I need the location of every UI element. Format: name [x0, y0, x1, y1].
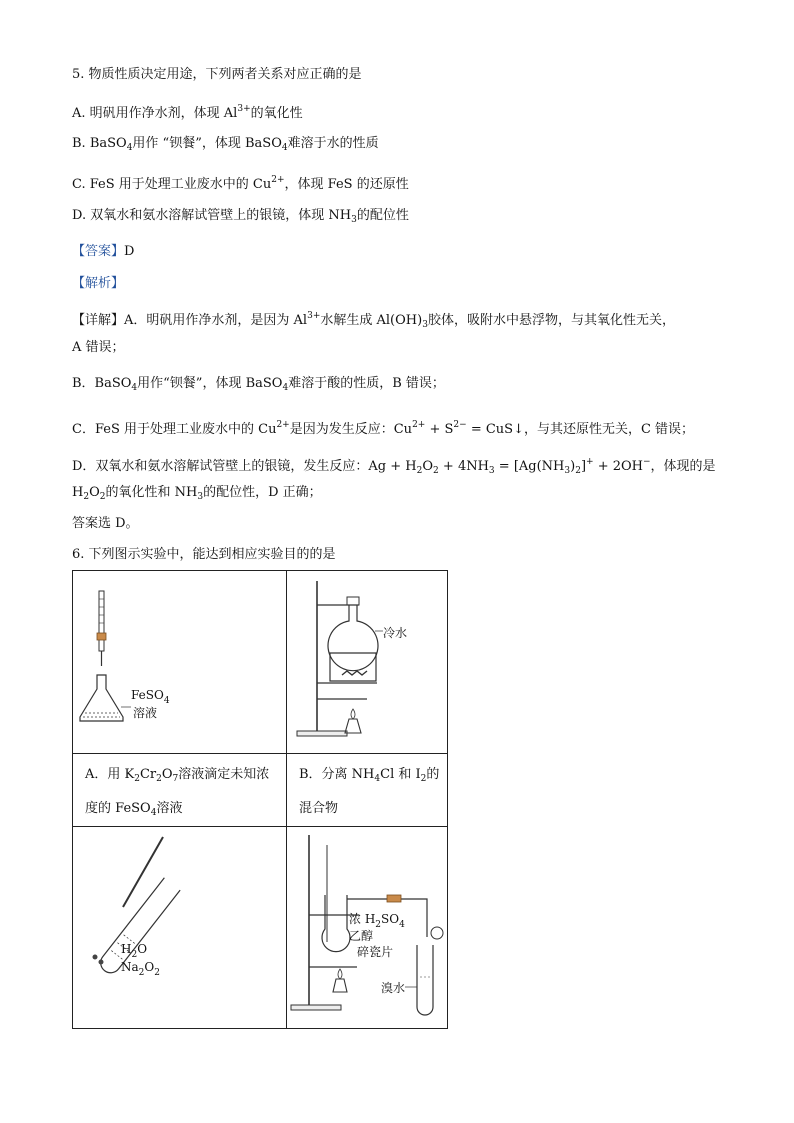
conclusion: 答案选 D。 [72, 516, 139, 531]
cell-figure-c [73, 827, 287, 1029]
test-tube-figure [73, 827, 286, 1024]
caption-b: B．分离 $NH_4Cl$ 和 $I_2$的 混合物 [299, 767, 440, 816]
label-ethanol: 乙醇 [349, 929, 374, 943]
caption-a: A．用 $K_2Cr_2O_7$溶液滴定未知浓 度的 FeSO$_4$溶液 [85, 767, 270, 818]
detail-a-line2: A 错误； [72, 340, 125, 355]
cell-figure-a [73, 571, 287, 754]
tube-joint-icon [387, 895, 401, 902]
cell-caption-a [73, 754, 287, 827]
label-conc-h2so4: 浓 $H_2SO_4$ [349, 912, 405, 930]
beaker-icon [330, 653, 376, 681]
label-h2o: $H_2O$ [121, 942, 148, 960]
stopper-icon [347, 597, 359, 605]
label-na2o2: $Na_2O_2$ [121, 960, 160, 978]
q6-options-table [72, 570, 448, 1029]
detail-b: B．BaSO$_4$用作“钡餐”，体现 BaSO$_4$难溶于酸的性质，B 错误； [72, 376, 445, 393]
burette [99, 591, 104, 651]
label-solution: 溶液 [133, 706, 158, 720]
label-bromine-water: 溴水 [381, 981, 406, 995]
stirring-rod [123, 837, 163, 907]
label-cold-water: 冷水 [383, 626, 408, 640]
q5-option-a: A. 明矾用作净水剂，体现 $Al^{3+}$的氧化性 [72, 104, 303, 121]
flame-icon [351, 709, 355, 719]
bulb-icon [431, 927, 443, 939]
detail-d-line2: $H_2O_2$的氧化性和 $NH_3$的配位性，D 正确； [72, 485, 322, 502]
detail-a-line1: 【详解】A．明矾用作净水剂，是因为 $Al^{3+}$水解生成 $Al(OH)_3$胶体，吸附水中悬浮物，与其氧化性无关， [72, 311, 675, 330]
flame-icon [338, 969, 342, 979]
q5-option-b: B. BaSO$_4$用作 “钡餐”，体现 BaSO$_4$难溶于水的性质 [72, 136, 379, 153]
sublimation-apparatus-figure [287, 571, 447, 749]
distilling-flask-icon [322, 895, 350, 952]
q5-option-d: D. 双氧水和氨水溶解试管壁上的银镜，体现 $NH_3$的配位性 [72, 208, 409, 225]
detail-c: C．FeS 用于处理工业废水中的 $Cu^{2+}$是因为发生反应：$Cu^{2+} + S^{2-}$ = CuS↓，与其还原性无关，C 错误； [72, 420, 695, 437]
titration-apparatus-figure [73, 571, 286, 749]
cell-figure-d [287, 827, 448, 1029]
analysis-line [72, 275, 124, 293]
q6-stem: 6. 下列图示实验中，能达到相应实验目的的是 [72, 547, 336, 562]
test-tube-icon [417, 945, 433, 1015]
q5-stem: 5. 物质性质决定用途，下列两者关系对应正确的是 [72, 67, 362, 82]
conical-flask-icon [80, 675, 123, 721]
round-flask-icon [328, 605, 378, 671]
analysis-tag: 【解析】 [72, 276, 125, 291]
cell-caption-b [287, 754, 448, 827]
label-porcelain-chips: 碎瓷片 [357, 945, 394, 959]
detail-d-line1: D．双氧水和氨水溶解试管壁上的银镜，发生反应：$Ag + H_2O_2 + 4NH_3 = [Ag(NH_3)_2]^+ + 2OH^-$，体现的是 [72, 457, 716, 476]
answer-line: 【答案】D [72, 244, 135, 259]
label-feso4: FeSO$_4$ [131, 688, 170, 706]
answer-tag: 【答案】 [72, 244, 125, 259]
cell-figure-b [287, 571, 448, 754]
q5-option-c: C. FeS 用于处理工业废水中的 $Cu^{2+}$，体现 FeS 的还原性 [72, 175, 409, 192]
ethylene-prep-figure [287, 827, 447, 1024]
alcohol-lamp-icon [333, 979, 347, 992]
stopcock-icon [97, 633, 106, 640]
